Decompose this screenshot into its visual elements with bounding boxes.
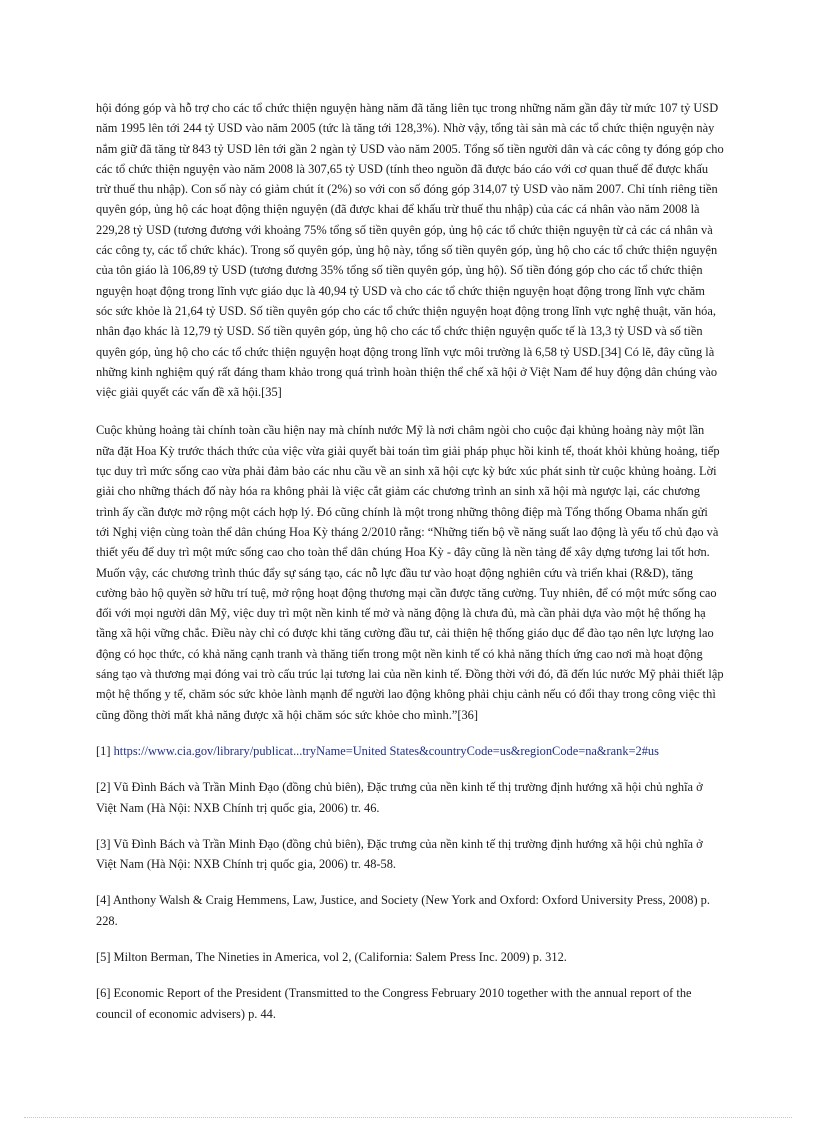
reference-1-link[interactable]: https://www.cia.gov/library/publicat...tryName=United States&countryCode=us&regionCode=na&rank=2#us <box>113 743 659 758</box>
reference-5: [5] Milton Berman, The Nineties in America, vol 2, (California: Salem Press Inc. 2009) p. 312. <box>96 949 567 964</box>
reference-1-marker: [1] <box>96 743 111 758</box>
page-bottom-divider <box>24 1117 792 1118</box>
reference-3: [3] Vũ Đình Bách và Trần Minh Đạo (đồng chủ biên), Đặc trưng của nền kinh tế thị trường định hướng xã hội chủ nghĩa ở Việt Nam (Hà Nội: NXB Chính trị quốc gia, 2006) tr. 48-58. <box>96 836 703 872</box>
reference-1 <box>96 741 724 761</box>
reference-4: [4] Anthony Walsh & Craig Hemmens, Law, Justice, and Society (New York and Oxford: Oxford University Press, 2008) p. 228. <box>96 893 710 928</box>
body-paragraph-1: hội đóng góp và hỗ trợ cho các tổ chức thiện nguyện hàng năm đã tăng liên tục trong những năm gần đây từ mức 107 tỷ USD năm 1995 lên tới 244 tỷ USD vào năm 2005 (tức là tăng tới 128,3%). Nhờ vậy, tổng tài sản mà các tổ chức thiện nguyện này nắm giữ đã tăng từ 843 tỷ USD lên tới gần 2 ngàn tỷ USD vào năm 2005. Tổng số tiền người dân và các công ty đóng góp cho các tổ chức thiện nguyện vào năm 2008 là 307,65 tỷ USD (tính theo nguồn đã được báo cáo với cơ quan thuế để được khấu trừ thuế thu nhập). Con số này có giảm chút ít (2%) so với con số đóng góp 314,07 tỷ USD vào năm 2007. Chỉ tính riêng tiền quyên góp, ủng hộ các hoạt động thiện nguyện (đã được khai để khấu trừ thuế thu nhập) của các cá nhân vào năm 2008 là 229,28 tỷ USD (tương đương với khoảng 75% tổng số tiền quyên góp, ủng hộ các tổ chức thiện nguyện từ cả các cá nhân và các công ty, các tổ chức khác). Trong số quyên góp, ủng hộ này, tổng số tiền quyên góp, ủng hộ cho các tổ chức thiện nguyện của tôn giáo là 106,89 tỷ USD (tương đương 35% tổng số tiền quyên góp, ủng hộ). Số tiền đóng góp cho các tổ chức thiện nguyện hoạt động trong lĩnh vực giáo dục là 40,94 tỷ USD và cho các tổ chức thiện nguyện hoạt động trong lĩnh vực chăm sóc sức khỏe là 21,64 tỷ USD. Số tiền quyên góp cho các tổ chức thiện nguyện hoạt động trong lĩnh vực nghệ thuật, văn hóa, nhân đạo khác là 12,79 tỷ USD. Số tiền quyên góp, ủng hộ cho các tổ chức thiện nguyện quốc tế là 13,3 tỷ USD và số tiền quyên góp, ủng hộ cho các tổ chức thiện nguyện hoạt động trong lĩnh vực môi trường là 6,58 tỷ USD.[34] Có lẽ, đây cũng là những kinh nghiệm quý rất đáng tham khảo trong quá trình hoàn thiện thể chế xã hội ở Việt Nam để huy động dân chúng vào việc giải quyết các vấn đề xã hội.[35] <box>96 101 724 400</box>
document-body <box>96 98 724 1040</box>
reference-2: [2] Vũ Đình Bách và Trần Minh Đạo (đồng chủ biên), Đặc trưng của nền kinh tế thị trường định hướng xã hội chủ nghĩa ở Việt Nam (Hà Nội: NXB Chính trị quốc gia, 2006) tr. 46. <box>96 780 703 815</box>
body-paragraph-2: Cuộc khủng hoảng tài chính toàn cầu hiện nay mà chính nước Mỹ là nơi châm ngòi cho cuộc đại khủng hoảng này một lần nữa đặt Hoa Kỳ trước thách thức của việc vừa giải quyết bài toán tìm giải pháp phục hồi kinh tế, thoát khỏi khủng hoảng, tiếp tục duy trì mức sống cao vừa phải đảm bảo các nhu cầu về an sinh xã hội cực kỳ bức xúc phát sinh từ cuộc khủng hoảng. Lời giải cho những thách đố này hóa ra không phải là việc cắt giảm các chương trình an sinh xã hội mà ngược lại, các chương trình ấy cần được mở rộng một cách hợp lý. Đó cũng chính là một trong những thông điệp mà Tổng thống Obama nhấn gửi tới Nghị viện cùng toàn thể dân chúng Hoa Kỳ tháng 2/2010 rằng: “Những tiến bộ về năng suất lao động là yếu tố chủ đạo và thiết yếu để duy trì một mức sống cao cho toàn thể dân chúng Hoa Kỳ - đây cũng là nền tảng để xây dựng tương lai tốt hơn. Muốn vậy, các chương trình thúc đẩy sự sáng tạo, các nỗ lực đầu tư vào hoạt động nghiên cứu và triển khai (R&D), tăng cường bảo hộ quyền sở hữu trí tuệ, mở rộng hoạt động thương mại cần được tăng cường. Tuy nhiên, để có một mức sống cao đối với mọi người dân Mỹ, việc duy trì một nền kinh tế mở và năng động là chưa đủ, mà cần phải dựa vào một hệ thống hạ tầng xã hội vững chắc. Điều này chỉ có được khi tăng cường đầu tư, cải thiện hệ thống giáo dục để đào tạo nên lực lượng lao động có học thức, có khả năng cạnh tranh và thăng tiến trong một nền kinh tế có khả năng thích ứng cao nơi mà hoạt động sáng tạo và thương mại đóng vai trò cấu trúc lại tương lai của nền kinh tế. Đồng thời với đó, đã đến lúc nước Mỹ phải thiết lập một hệ thống y tế, chăm sóc sức khỏe lành mạnh để người lao động không phải chịu cảnh nếu có đổi thay trong công việc thì cũng đồng thời mất khả năng được xã hội chăm sóc sức khỏe cho mình.”[36] <box>96 423 724 722</box>
reference-6: [6] Economic Report of the President (Transmitted to the Congress February 2010 together with the annual report of the council of economic advisers) p. 44. <box>96 986 692 1021</box>
